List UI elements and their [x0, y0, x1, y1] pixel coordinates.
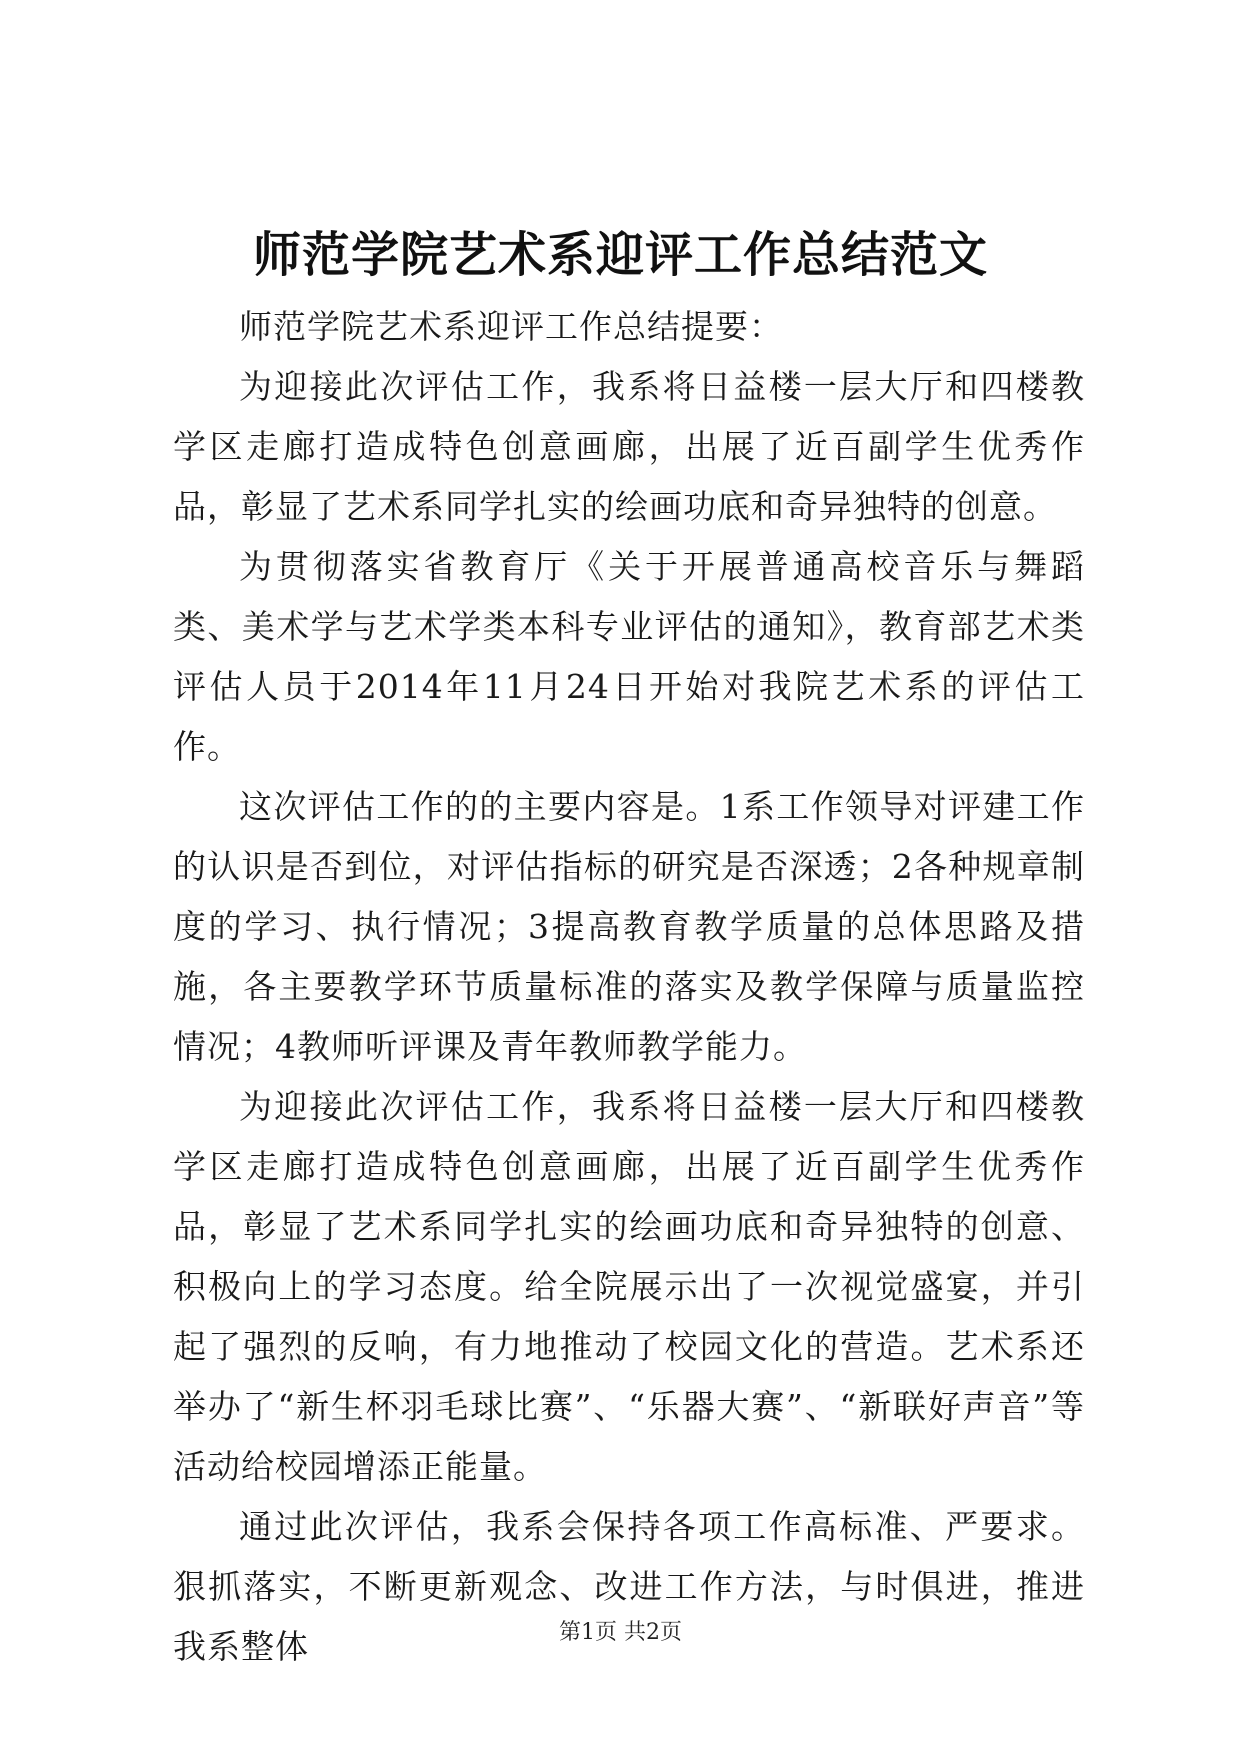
paragraph: 为贯彻落实省教育厅《关于开展普通高校音乐与舞蹈类、美术学与艺术学类本科专业评估的通知》，教育部艺术类评估人员于2014年11月24日开始对我院艺术系的评估工作。 — [173, 547, 1085, 766]
paragraph: 这次评估工作的的主要内容是。1系工作领导对评建工作的认识是否到位，对评估指标的研究是否深透；2各种规章制度的学习、执行情况；3提高教育教学质量的总体思路及措施，各主要教学环节质量标准的落实及教学保障与质量监控情况；4教师听评课及青年教师教学能力。 — [173, 787, 1085, 1066]
paragraph: 通过此次评估，我系会保持各项工作高标准、严要求。狠抓落实，不断更新观念、改进工作方法，与时俱进，推进我系整体 — [173, 1507, 1085, 1666]
paragraph-summary-heading: 师范学院艺术系迎评工作总结提要： — [239, 307, 783, 346]
page-number-footer: 第1页 共2页 — [559, 1620, 682, 1645]
document-title: 师范学院艺术系迎评工作总结范文 — [252, 227, 988, 283]
document-body — [173, 297, 1085, 1677]
paragraph: 为迎接此次评估工作，我系将日益楼一层大厅和四楼教学区走廊打造成特色创意画廊，出展了近百副学生优秀作品，彰显了艺术系同学扎实的绘画功底和奇异独特的创意、积极向上的学习态度。给全院展示出了一次视觉盛宴，并引起了强烈的反响，有力地推动了校园文化的营造。艺术系还举办了“新生杯羽毛球比赛”、“乐器大赛”、“新联好声音”等活动给校园增添正能量。 — [173, 1087, 1085, 1486]
paragraph: 为迎接此次评估工作，我系将日益楼一层大厅和四楼教学区走廊打造成特色创意画廊，出展了近百副学生优秀作品，彰显了艺术系同学扎实的绘画功底和奇异独特的创意。 — [173, 367, 1085, 526]
